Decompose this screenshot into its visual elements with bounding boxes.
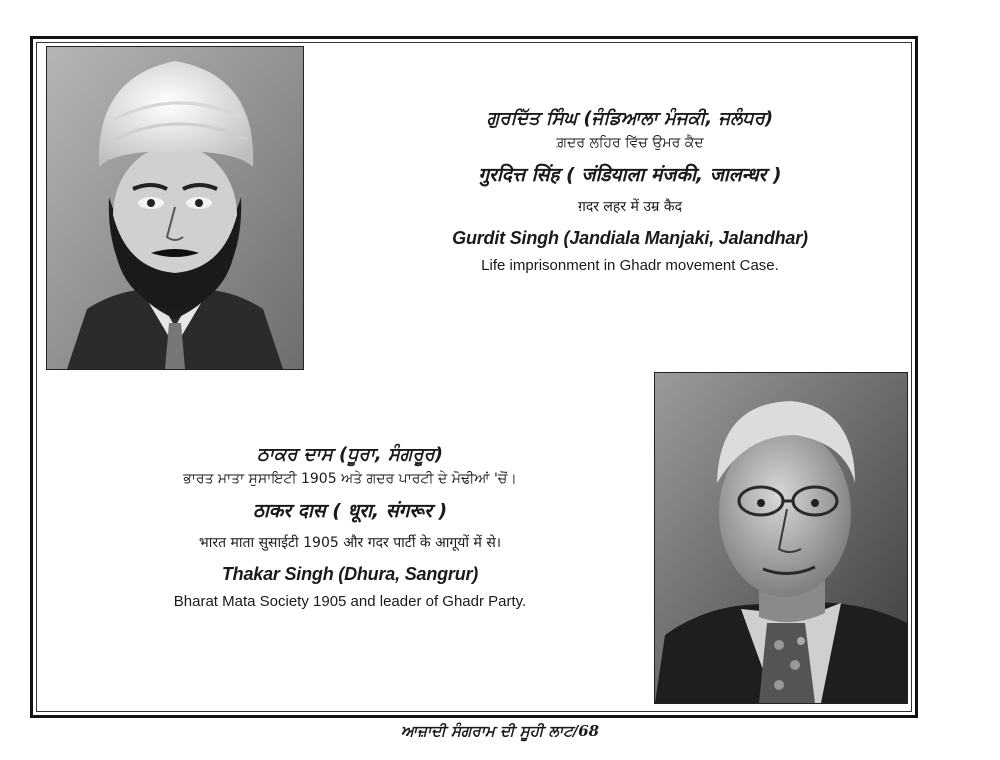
gurdit-hindi-name: गुरदित्त सिंह ( जंडियाला मंजकी, जालन्धर ): [478, 164, 782, 186]
thakar-punjabi-name: ਠਾਕਰ ਦਾਸ (ਧੂਰਾ, ਸੰਗਰੂਰ): [256, 444, 444, 465]
caption-gurdit-singh: [400, 108, 860, 274]
page-footer-folio: ਆਜ਼ਾਦੀ ਸੰਗਰਾਮ ਦੀ ਸੂਹੀ ਲਾਟ/68: [400, 722, 600, 740]
gurdit-english-description: Life imprisonment in Ghadr movement Case.: [481, 257, 779, 274]
photo-thakar-singh: [654, 372, 908, 704]
gurdit-hindi-description: ग़दर लहर में उम्र कैद: [577, 199, 683, 215]
thakar-hindi-description: भारत माता सुसाईटी 1905 और गदर पार्टी के आगूयों में से।: [198, 535, 502, 551]
gurdit-punjabi-name: ਗੁਰਦਿੱਤ ਸਿੰਘ (ਜੰਡਿਆਲਾ ਮੰਜਕੀ, ਜਲੰਧਰ): [486, 108, 774, 129]
gurdit-punjabi-description: ਗ਼ਦਰ ਲਹਿਰ ਵਿੱਚ ਉਮਰ ਕੈਦ: [556, 135, 704, 151]
caption-thakar-singh: [120, 444, 580, 610]
thakar-hindi-name: ठाकर दास ( धूरा, संगरूर ): [252, 500, 448, 522]
thakar-punjabi-description: ਭਾਰਤ ਮਾਤਾ ਸੁਸਾਇਟੀ 1905 ਅਤੇ ਗਦਰ ਪਾਰਟੀ ਦੇ ਮੋਢੀਆਂ 'ਚੋਂ।: [183, 471, 517, 487]
portrait-gurdit-singh: [46, 46, 304, 370]
gurdit-english-name: Gurdit Singh (Jandiala Manjaki, Jalandhar): [452, 228, 808, 248]
thakar-english-description: Bharat Mata Society 1905 and leader of Ghadr Party.: [173, 593, 527, 610]
thakar-english-name: Thakar Singh (Dhura, Sangrur): [221, 564, 479, 584]
